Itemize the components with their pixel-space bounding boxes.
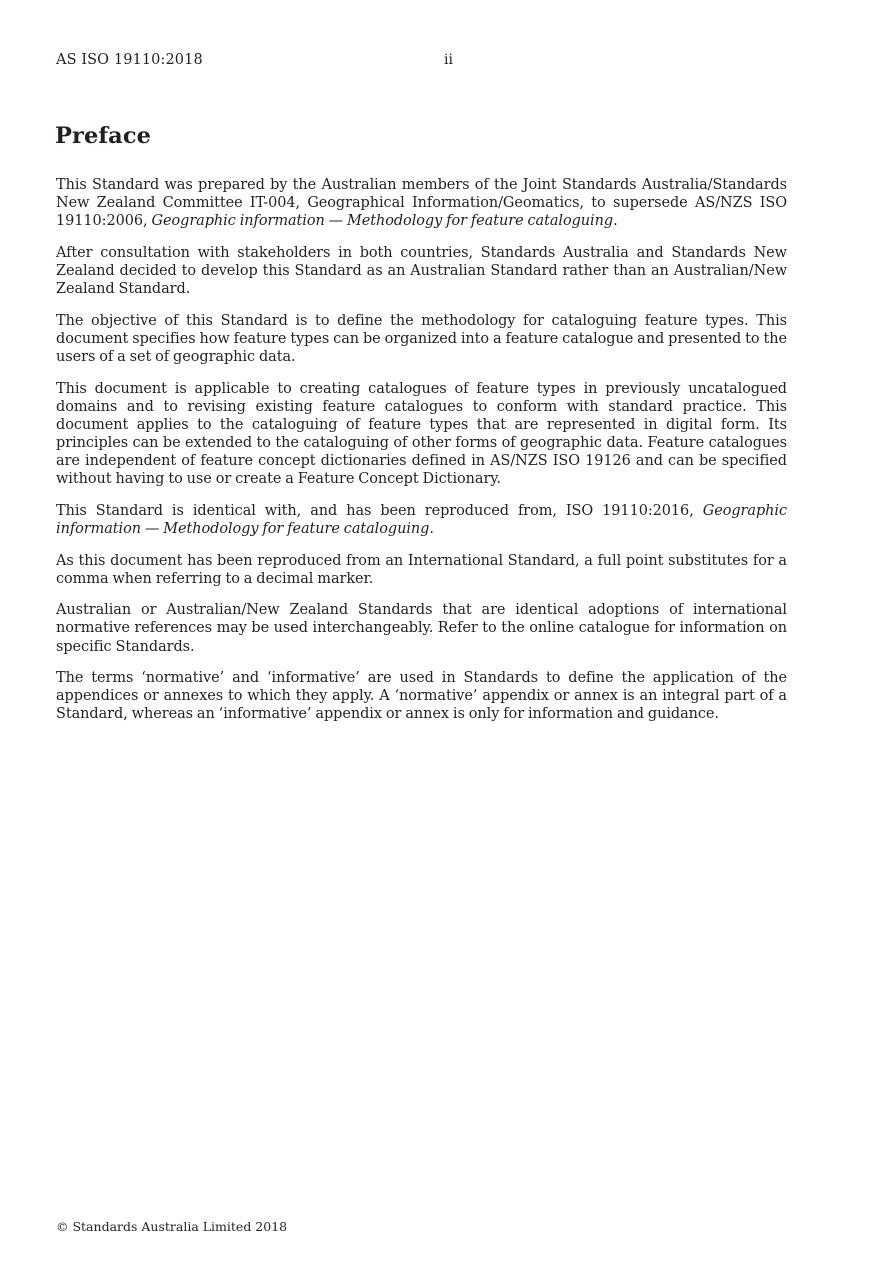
preface-paragraph-3: The objective of this Standard is to define the methodology for cataloguing feature types. This document specifies how feature types can be organized into a feature catalogue and presented to the users of a set of geographic data. xyxy=(56,312,787,365)
paragraph-text: This Standard is identical with, and has been reproduced from, ISO 19110:2016, xyxy=(56,502,703,519)
preface-body xyxy=(56,176,787,737)
preface-paragraph-8: The terms ‘normative’ and ‘informative’ are used in Standards to define the application of the appendices or annexes to which they apply. A ‘normative’ appendix or annex is an integral part of a Standard, whereas an ‘informative’ appendix or annex is only for information and guidance. xyxy=(56,670,787,723)
paragraph-italic-title: Geographic information — Methodology for feature cataloguing xyxy=(56,502,787,537)
header-page-number: ii xyxy=(444,52,453,68)
preface-paragraph-2: After consultation with stakeholders in both countries, Standards Australia and Standards New Zealand decided to develop this Standard as an Australian Standard rather than an Australian/New Zealand Standard. xyxy=(56,244,787,298)
footer-copyright: © Standards Australia Limited 2018 xyxy=(56,1219,288,1234)
preface-paragraph-6: As this document has been reproduced from an International Standard, a full point substitutes for a comma when referring to a decimal marker. xyxy=(56,552,787,587)
paragraph-tail: . xyxy=(429,520,434,537)
preface-paragraph-7: Australian or Australian/New Zealand Standards that are identical adoptions of international normative references may be used interchangeably. Refer to the online catalogue for information on specific Standards. xyxy=(56,602,787,655)
paragraph-tail: . xyxy=(613,213,618,230)
page-title: Preface xyxy=(55,123,152,149)
preface-paragraph-4: This document is applicable to creating catalogues of feature types in previously uncatalogued domains and to revising existing feature catalogues to conform with standard practice. This document applies to the cataloguing of feature types that are represented in digital form. Its principles can be extended to the cataloguing of other forms of geographic data. Feature catalogues are independent of feature concept dictionaries defined in AS/NZS ISO 19126 and can be specified without having to use or create a Feature Concept Dictionary. xyxy=(56,380,787,488)
preface-paragraph-5 xyxy=(56,502,787,538)
header-document-id: AS ISO 19110:2018 xyxy=(56,52,203,68)
preface-paragraph-1 xyxy=(56,176,787,230)
paragraph-italic-title: Geographic information — Methodology for feature cataloguing xyxy=(151,213,614,230)
paragraph-text: This Standard was prepared by the Australian members of the Joint Standards Australia/Standards New Zealand Committee IT-004, Geographical Information/Geomatics, to supersede AS/NZS ISO 19110:2006, xyxy=(56,177,787,230)
